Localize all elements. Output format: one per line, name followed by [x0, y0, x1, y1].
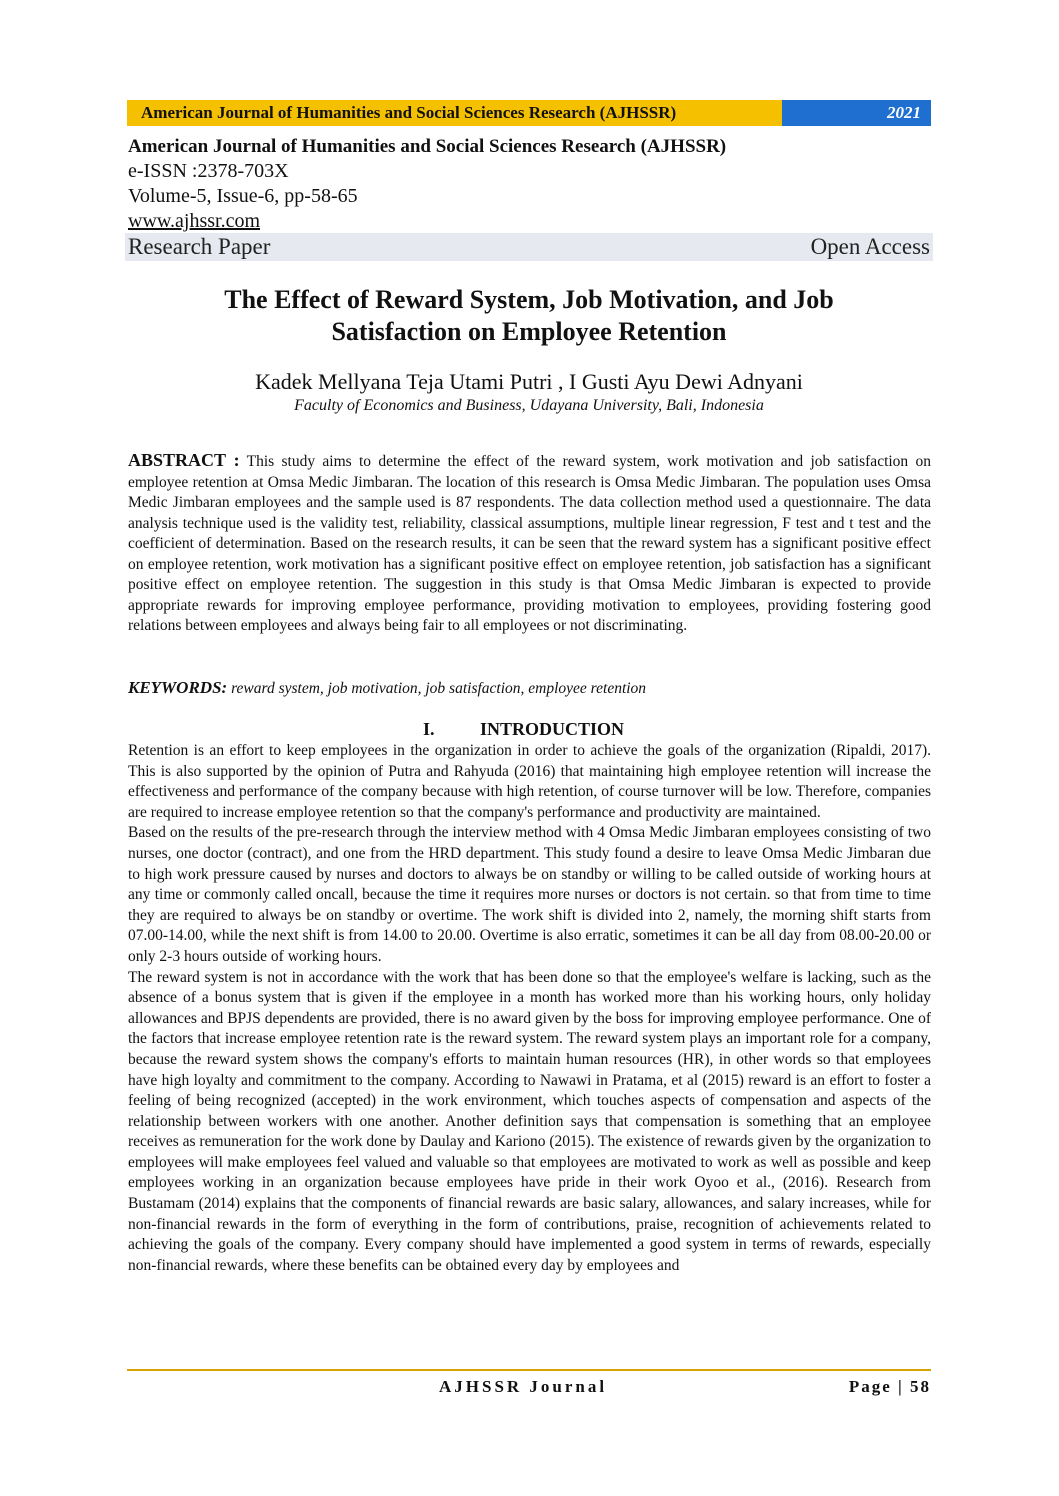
- paper-affiliation: Faculty of Economics and Business, Udayana University, Bali, Indonesia: [294, 397, 764, 414]
- open-access-label: Open Access: [810, 234, 930, 259]
- body-paragraph: Based on the results of the pre-research through the interview method with 4 Omsa Medic Jimbaran employees consisting of two nurses, one doctor (contract), and one from the HRD department. This study found a desire to leave Omsa Medic Jimbaran due to high work pressure caused by nurses and doctors to always be on standby or willing to be called outside of working hours at any time or commonly called oncall, because the time it requires more nurses or doctors is not certain. so that from time to time they are required to always be on standby or overtime. The work shift is divided into 2, namely, the morning shift starts from 07.00-14.00, while the next shift is from 14.00 to 20.00. Overtime is also erratic, sometimes it can be all day from 08.00-20.00 or only 2-3 hours outside of working hours.: [128, 824, 931, 965]
- meta-eissn: e-ISSN :2378-703X: [128, 160, 289, 182]
- body-text: [128, 741, 931, 1276]
- header-year: 2021: [782, 100, 931, 126]
- keywords-block: [128, 678, 931, 699]
- paper-title: [127, 284, 931, 348]
- paper-authors: Kadek Mellyana Teja Utami Putri , I Gusti Ayu Dewi Adnyani: [255, 369, 803, 394]
- header-journal-name: American Journal of Humanities and Social Sciences Research (AJHSSR): [127, 100, 782, 126]
- meta-website-link[interactable]: www.ajhssr.com: [128, 210, 261, 232]
- keywords-text: reward system, job motivation, job satisfaction, employee retention: [231, 680, 647, 697]
- footer-page-number: Page | 58: [848, 1377, 931, 1396]
- footer-journal: AJHSSR Journal: [439, 1377, 608, 1396]
- section-title: INTRODUCTION: [480, 719, 625, 739]
- page-footer: [127, 1376, 931, 1398]
- paper-title-line: Satisfaction on Employee Retention: [331, 317, 727, 346]
- paper-type-label: Research Paper: [128, 234, 271, 259]
- meta-volume: Volume-5, Issue-6, pp-58-65: [128, 185, 358, 207]
- abstract-text: This study aims to determine the effect of the reward system, work motivation and job satisfaction on employee retention at Omsa Medic Jimbaran. The location of this research is Omsa Medic Jimbaran. The population uses Omsa Medic Jimbaran employees and the sample used is 87 respondents. The data collection method used a questionnaire. The data analysis technique used is the validity test, reliability, classical assumptions, multiple linear regression, F test and t test and the coefficient of determination. Based on the research results, it can be seen that the reward system has a significant positive effect on employee retention, work motivation has a significant positive effect on employee retention, job satisfaction has a significant positive effect on employee retention. The suggestion in this study is that Omsa Medic Jimbaran is expected to provide appropriate rewards for improving employee performance, providing motivation to employees, providing fostering good relations between employees and always being fair to all employees or not discriminating.: [128, 453, 931, 634]
- abstract-label: ABSTRACT :: [128, 450, 240, 470]
- meta-journal-name: American Journal of Humanities and Social Sciences Research (AJHSSR): [128, 136, 727, 157]
- paper-title-line: The Effect of Reward System, Job Motivation, and Job: [224, 285, 834, 314]
- paper-type-bar: [125, 233, 933, 261]
- section-number: I.: [423, 719, 435, 739]
- body-paragraph: The reward system is not in accordance with the work that has been done so that the employee's welfare is lacking, such as the absence of a bonus system that is given if the employee in a month has worked more than his working hours, only holiday allowances and BPJS dependents are provided, there is no award given by the boss for improving employee performance. One of the factors that increase employee retention rate is the reward system. The reward system plays an important role for a company, because the reward system shows the company's efforts to maintain human resources (HR), in other words so that employees have high loyalty and commitment to the company. According to Nawawi in Pratama, et al (2015) reward is an effort to foster a feeling of being recognized (accepted) in the work environment, which touches aspects of compensation and aspects of the relationship between workers with one another. Another definition says that compensation is something that an employee receives as remuneration for the work done by Daulay and Kariono (2015). The existence of rewards given by the organization to employees will make employees feel valued and valuable so that employees are motivated to work as well as possible and keep employees working in an organization because employees have pride in their work Oyoo et al., (2016). Research from Bustamam (2014) explains that the components of financial rewards are basic salary, allowances, and salary increases, while for non-financial rewards in the form of everything in the form of contributions, praise, recognition of achievements related to achieving the goals of the company. Every company should have implemented a good system in terms of rewards, especially non-financial rewards, where these benefits can be obtained every day by employees and: [128, 968, 932, 1274]
- abstract-block: [128, 450, 931, 637]
- journal-meta: [128, 134, 932, 234]
- body-paragraph: Retention is an effort to keep employees in the organization in order to achieve the goals of the organization (Ripaldi, 2017). This is also supported by the opinion of Putra and Rahyuda (2016) that maintaining high employee retention will increase the effectiveness and performance of the company because with high retention, of course turnover will be low. Therefore, companies are required to increase employee retention so that the company's performance and productivity are maintained.: [128, 742, 931, 821]
- journal-header-bar: [127, 100, 931, 126]
- keywords-label: KEYWORDS:: [128, 678, 228, 697]
- footer-divider: [127, 1369, 931, 1371]
